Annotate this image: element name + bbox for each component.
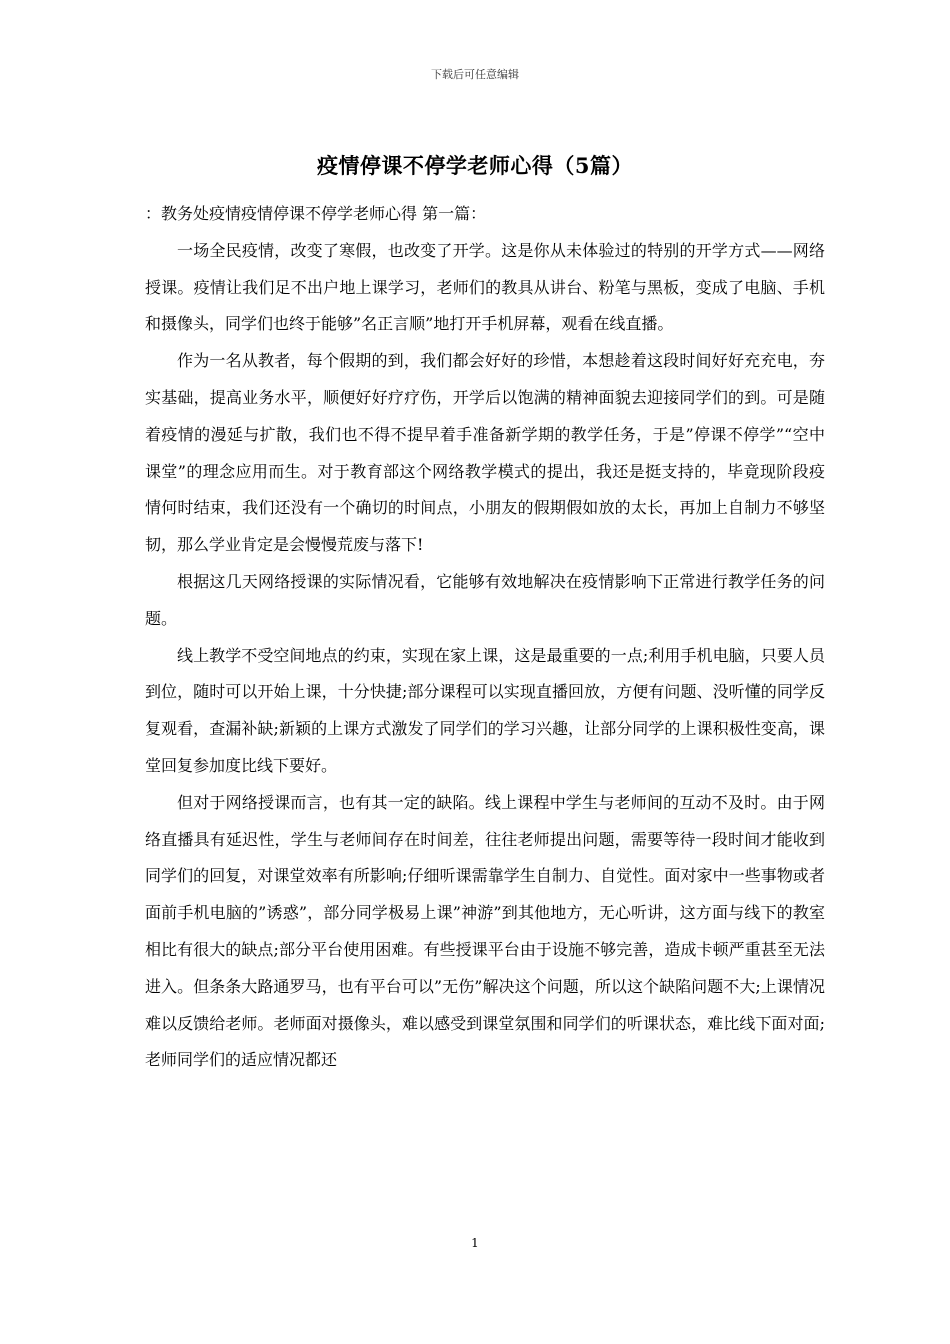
document-body xyxy=(145,196,825,1079)
paragraph: 一场全民疫情，改变了寒假，也改变了开学。这是你从未体验过的特别的开学方式——网络授课。疫情让我们足不出户地上课学习，老师们的教具从讲台、粉笔与黑板，变成了电脑、手机和摄像头，同学们也终于能够”名正言顺”地打开手机屏幕，观看在线直播。 xyxy=(145,240,825,334)
paragraph-intro: ：教务处疫情疫情停课不停学老师心得 第一篇： xyxy=(145,204,487,223)
paragraph: 作为一名从教者，每个假期的到，我们都会好好的珍惜，本想趁着这段时间好好充充电，夯实基础，提高业务水平，顺便好好疗疗伤，开学后以饱满的精神面貌去迎接同学们的到。可是随着疫情的漫延与扩散，我们也不得不提早着手准备新学期的教学任务，于是”停课不停学”“空中课堂”的理念应用而生。对于教育部这个网络教学模式的提出，我还是挺支持的，毕竟现阶段疫情何时结束，我们还没有一个确切的时间点，小朋友的假期假如放的太长，再加上自制力不够坚韧，那么学业肯定是会慢慢荒废与落下! xyxy=(145,351,825,555)
document-title: 疫情停课不停学老师心得（5篇） xyxy=(316,153,634,178)
page-number: 1 xyxy=(471,1236,479,1250)
paragraph: 根据这几天网络授课的实际情况看，它能够有效地解决在疫情影响下正常进行教学任务的问题。 xyxy=(145,571,825,628)
paragraph: 但对于网络授课而言，也有其一定的缺陷。线上课程中学生与老师间的互动不及时。由于网络直播具有延迟性，学生与老师间存在时间差，往往老师提出问题，需要等待一段时间才能收到同学们的回复，对课堂效率有所影响;仔细听课需靠学生自制力、自觉性。面对家中一些事物或者面前手机电脑的”诱惑”，部分同学极易上课”神游”到其他地方，无心听讲，这方面与线下的教室相比有很大的缺点;部分平台使用困难。有些授课平台由于设施不够完善，造成卡顿严重甚至无法进入。但条条大路通罗马，也有平台可以”无伤”解决这个问题，所以这个缺陷问题不大;上课情况难以反馈给老师。老师面对摄像头，难以感受到课堂氛围和同学们的听课状态，难比线下面对面;老师同学们的适应情况都还 xyxy=(145,792,825,1070)
paragraph: 线上教学不受空间地点的约束，实现在家上课，这是最重要的一点;利用手机电脑，只要人员到位，随时可以开始上课，十分快捷;部分课程可以实现直播回放，方便有问题、没听懂的同学反复观看，查漏补缺;新颖的上课方式激发了同学们的学习兴趣，让部分同学的上课积极性变高，课堂回复参加度比线下要好。 xyxy=(145,645,825,775)
header-note: 下载后可任意编辑 xyxy=(431,68,519,81)
